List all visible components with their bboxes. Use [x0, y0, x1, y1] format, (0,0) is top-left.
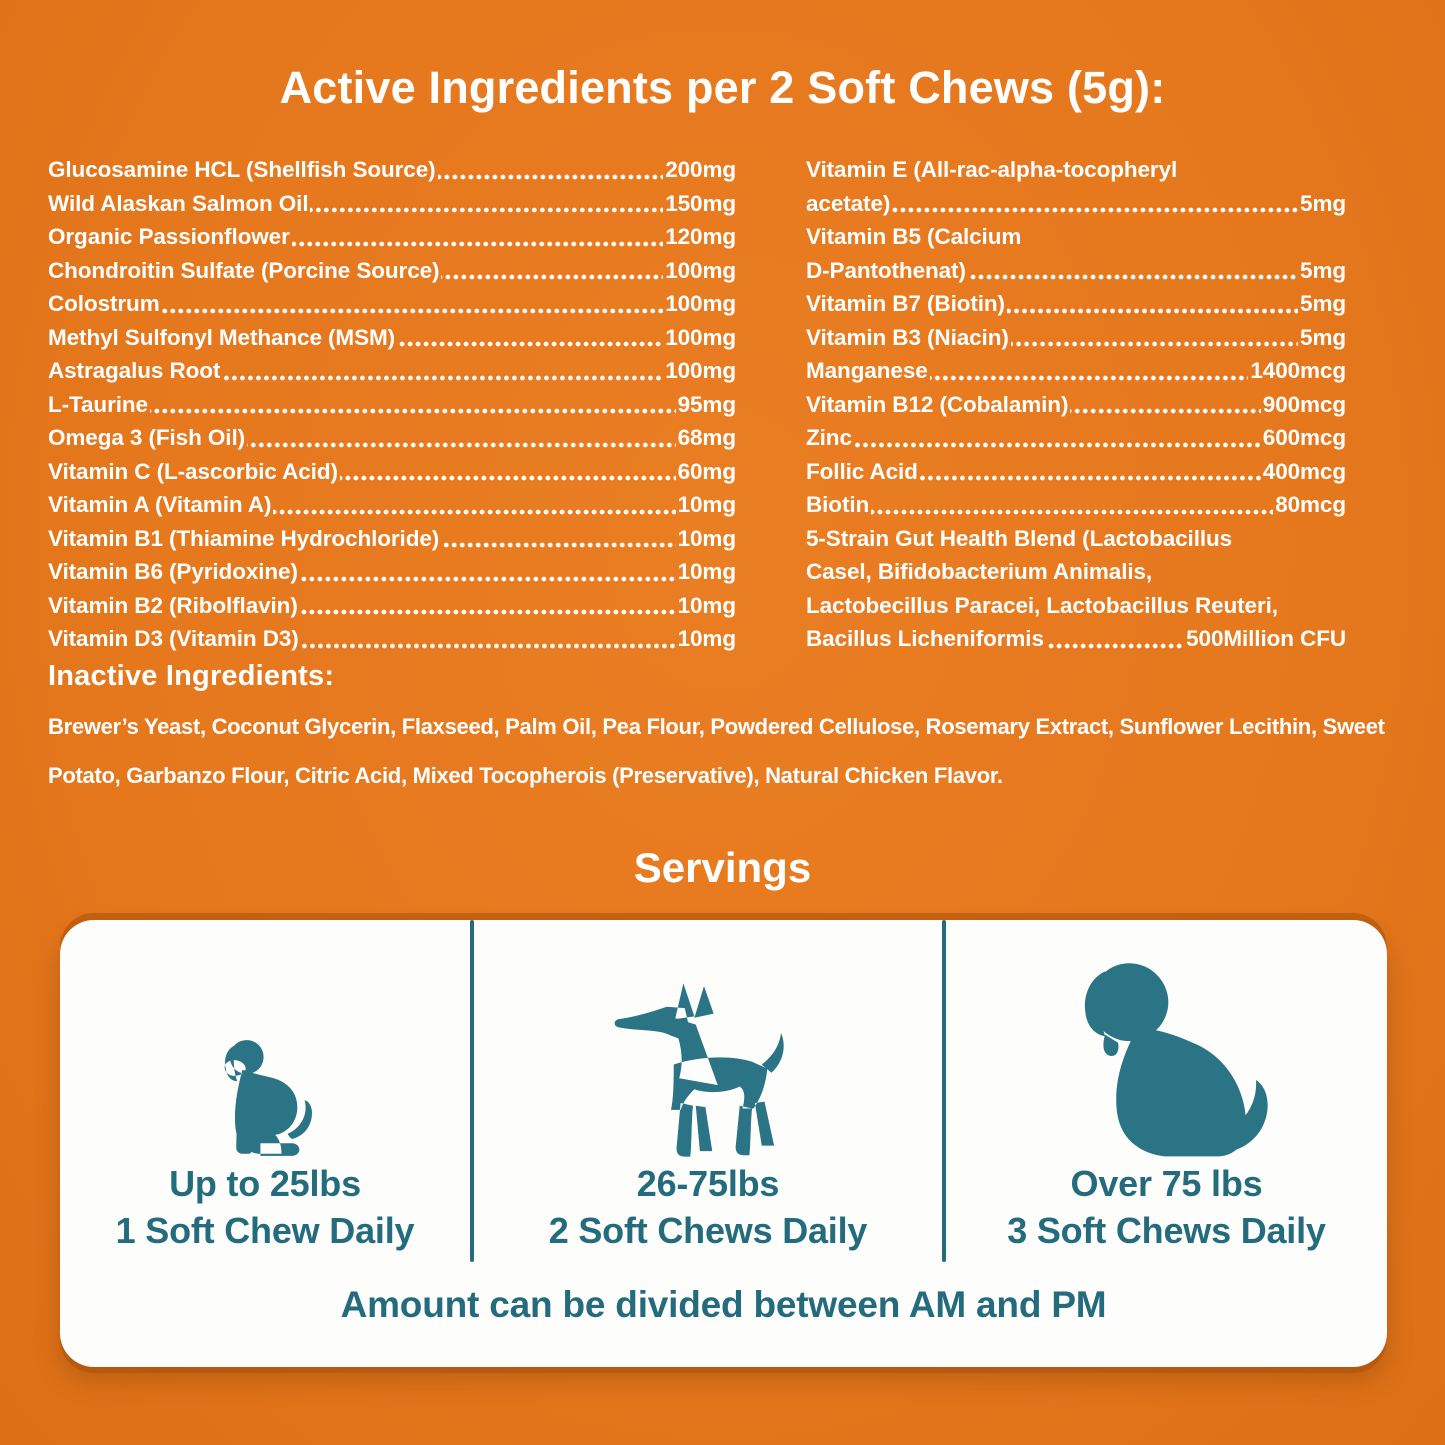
ingredient-amount: 900mcg [1262, 391, 1346, 417]
large-dog-icon [1045, 920, 1288, 1158]
dotted-leader [301, 643, 676, 649]
ingredient-row [806, 589, 1346, 623]
ingredient-row [806, 622, 1346, 656]
dotted-leader [441, 274, 663, 280]
dotted-leader [1046, 643, 1184, 649]
ingredient-name: Vitamin B3 (Niacin) [806, 324, 1009, 350]
ingredient-name: Vitamin B5 (Calcium [806, 224, 1022, 249]
ingredient-amount: 10mg [677, 626, 736, 651]
dotted-leader [1070, 408, 1260, 414]
ingredient-name: 5-Strain Gut Health Blend (Lactobacillus [806, 525, 1233, 551]
ingredient-name: Methyl Sulfonyl Methance (MSM) [48, 324, 396, 350]
dotted-leader [968, 274, 1298, 280]
dotted-leader [150, 408, 676, 414]
ingredient-name: Vitamin C (L-ascorbic Acid) [48, 458, 338, 484]
ingredient-amount: 100mg [665, 358, 736, 383]
ingredient-name: Vitamin B6 (Pyridoxine) [48, 559, 298, 584]
serving-dose: 3 Soft Chews Daily [1007, 1210, 1326, 1251]
ingredient-row [806, 522, 1346, 556]
ingredient-name: Glucosamine HCL (Shellfish Source) [48, 157, 436, 182]
ingredient-name: Vitamin A (Vitamin A) [48, 492, 272, 517]
ingredient-name: Omega 3 (Fish Oil) [48, 425, 245, 450]
dotted-leader [222, 375, 663, 381]
ingredient-name: Wild Alaskan Salmon Oil [48, 190, 309, 216]
active-ingredients-right-column [806, 153, 1346, 656]
ingredient-amount: 100mg [665, 257, 736, 283]
ingredient-row [48, 455, 736, 489]
serving-dose: 2 Soft Chews Daily [548, 1210, 868, 1251]
ingredient-amount: 5mg [1300, 324, 1346, 350]
inactive-ingredients-title: Inactive Ingredients: [48, 660, 335, 692]
ingredient-name: Astragalus Root [48, 358, 221, 383]
ingredient-row [48, 488, 736, 522]
dotted-leader [1011, 341, 1298, 347]
serving-weight: 26-75lbs [636, 1163, 780, 1204]
ingredient-row [48, 522, 736, 556]
servings-card [60, 920, 1387, 1367]
ingredient-name: Zinc [806, 425, 852, 450]
ingredient-amount: 500Million CFU [1186, 626, 1346, 651]
ingredient-amount: 80mcg [1275, 492, 1346, 517]
ingredient-name: Manganese [806, 358, 928, 383]
ingredient-row [806, 354, 1346, 388]
dotted-leader [930, 375, 1249, 381]
dotted-leader [438, 174, 664, 180]
servings-title: Servings [633, 844, 812, 891]
serving-weight: Over 75 lbs [1070, 1163, 1263, 1204]
ingredient-amount: 200mg [665, 157, 736, 182]
dotted-leader [310, 207, 663, 213]
ingredient-row [48, 153, 736, 187]
ingredient-amount: 100mg [665, 291, 736, 316]
serving-column-small [60, 920, 470, 1262]
ingredient-row [806, 488, 1346, 522]
ingredient-amount: 600mcg [1262, 425, 1346, 450]
dotted-leader [892, 207, 1298, 213]
ingredient-row [48, 254, 736, 288]
dotted-leader [920, 475, 1261, 481]
ingredient-row [806, 321, 1346, 355]
ingredient-row [48, 589, 736, 623]
ingredient-amount: 95mg [677, 391, 736, 417]
ingredient-row [48, 388, 736, 422]
inactive-ingredients-section [48, 660, 1400, 800]
dotted-leader [292, 241, 663, 247]
ingredient-amount: 150mg [665, 190, 736, 216]
column-gap [736, 153, 806, 656]
ingredient-amount: 100mg [665, 324, 736, 350]
ingredient-name: Vitamin D3 (Vitamin D3) [48, 626, 299, 651]
dotted-leader [871, 509, 1273, 515]
ingredient-name: D-Pantothenat) [806, 257, 966, 283]
servings-columns [60, 920, 1387, 1262]
dotted-leader [247, 442, 676, 448]
dotted-leader [441, 542, 675, 548]
dotted-leader [300, 609, 676, 615]
serving-dose: 1 Soft Chew Daily [115, 1210, 415, 1251]
ingredient-amount: 5mg [1300, 190, 1346, 216]
ingredient-name: Vitamin B1 (Thiamine Hydrochloride) [48, 525, 440, 551]
ingredient-row [806, 388, 1346, 422]
ingredient-row [806, 220, 1346, 254]
ingredient-name: Casel, Bifidobacterium Animalis, [806, 559, 1153, 584]
ingredient-row [48, 287, 736, 321]
ingredient-name: Vitamin B12 (Cobalamin) [806, 391, 1069, 417]
ingredient-row [48, 555, 736, 589]
inactive-ingredients-text: Brewer’s Yeast, Coconut Glycerin, Flaxseed, Palm Oil, Pea Flour, Powdered Cellulose, Rosemary Extract, Sunflower Lecithin, Sweet Potato, Garbanzo Flour, Citric Acid, Mixed Tocopherois (Preservative), Natural Chicken Flavor. [48, 714, 1385, 788]
dotted-leader [162, 308, 664, 314]
dotted-leader [340, 475, 676, 481]
ingredient-row [806, 153, 1346, 187]
ingredient-row [48, 220, 736, 254]
ingredient-name: Vitamin E (All-rac-alpha-tocopheryl [806, 157, 1178, 182]
dotted-leader [300, 576, 676, 582]
ingredient-amount: 60mg [677, 458, 736, 484]
ingredient-name: Organic Passionflower [48, 224, 290, 249]
ingredient-name: Follic Acid [806, 458, 918, 484]
ingredient-row [806, 455, 1346, 489]
medium-dog-icon [605, 920, 811, 1158]
dotted-leader [1007, 308, 1298, 314]
ingredient-name: Vitamin B2 (Ribolflavin) [48, 592, 298, 618]
ingredient-row [806, 287, 1346, 321]
dotted-leader [397, 341, 663, 347]
ingredient-amount: 1400mcg [1250, 358, 1346, 383]
active-ingredients-left-column [48, 153, 736, 656]
ingredient-amount: 10mg [677, 592, 736, 618]
ingredient-amount: 10mg [677, 525, 736, 551]
active-ingredients-title: Active Ingredients per 2 Soft Chews (5g): [279, 62, 1166, 113]
small-dog-icon [212, 920, 317, 1158]
ingredient-row [48, 321, 736, 355]
ingredient-row [806, 421, 1346, 455]
ingredient-amount: 120mg [665, 224, 736, 249]
serving-weight: Up to 25lbs [169, 1163, 361, 1204]
ingredient-name: L-Taurine [48, 391, 148, 417]
ingredient-amount: 68mg [677, 425, 736, 450]
servings-note: Amount can be divided between AM and PM [340, 1284, 1107, 1325]
ingredient-name: Lactobecillus Paracei, Lactobacillus Reuteri, [806, 592, 1278, 618]
ingredient-name: acetate) [806, 190, 891, 216]
ingredient-row [48, 354, 736, 388]
ingredient-row [48, 421, 736, 455]
ingredient-row [48, 622, 736, 656]
ingredient-amount: 400mcg [1262, 458, 1346, 484]
dotted-leader [273, 509, 675, 515]
ingredient-name: Biotin [806, 492, 870, 517]
ingredient-amount: 10mg [677, 492, 736, 517]
ingredient-name: Vitamin B7 (Biotin) [806, 291, 1005, 316]
ingredient-amount: 5mg [1300, 257, 1346, 283]
serving-column-large [946, 920, 1387, 1262]
ingredient-row [806, 187, 1346, 221]
ingredient-name: Colostrum [48, 291, 160, 316]
ingredient-name: Chondroitin Sulfate (Porcine Source) [48, 257, 440, 283]
ingredient-amount: 10mg [677, 559, 736, 584]
ingredient-amount: 5mg [1300, 291, 1346, 316]
ingredient-row [806, 254, 1346, 288]
ingredient-row [806, 555, 1346, 589]
ingredient-name: Bacillus Licheniformis [806, 626, 1044, 651]
serving-column-medium [474, 920, 942, 1262]
active-ingredients-list [48, 153, 1346, 656]
dotted-leader [854, 442, 1261, 448]
ingredient-row [48, 187, 736, 221]
